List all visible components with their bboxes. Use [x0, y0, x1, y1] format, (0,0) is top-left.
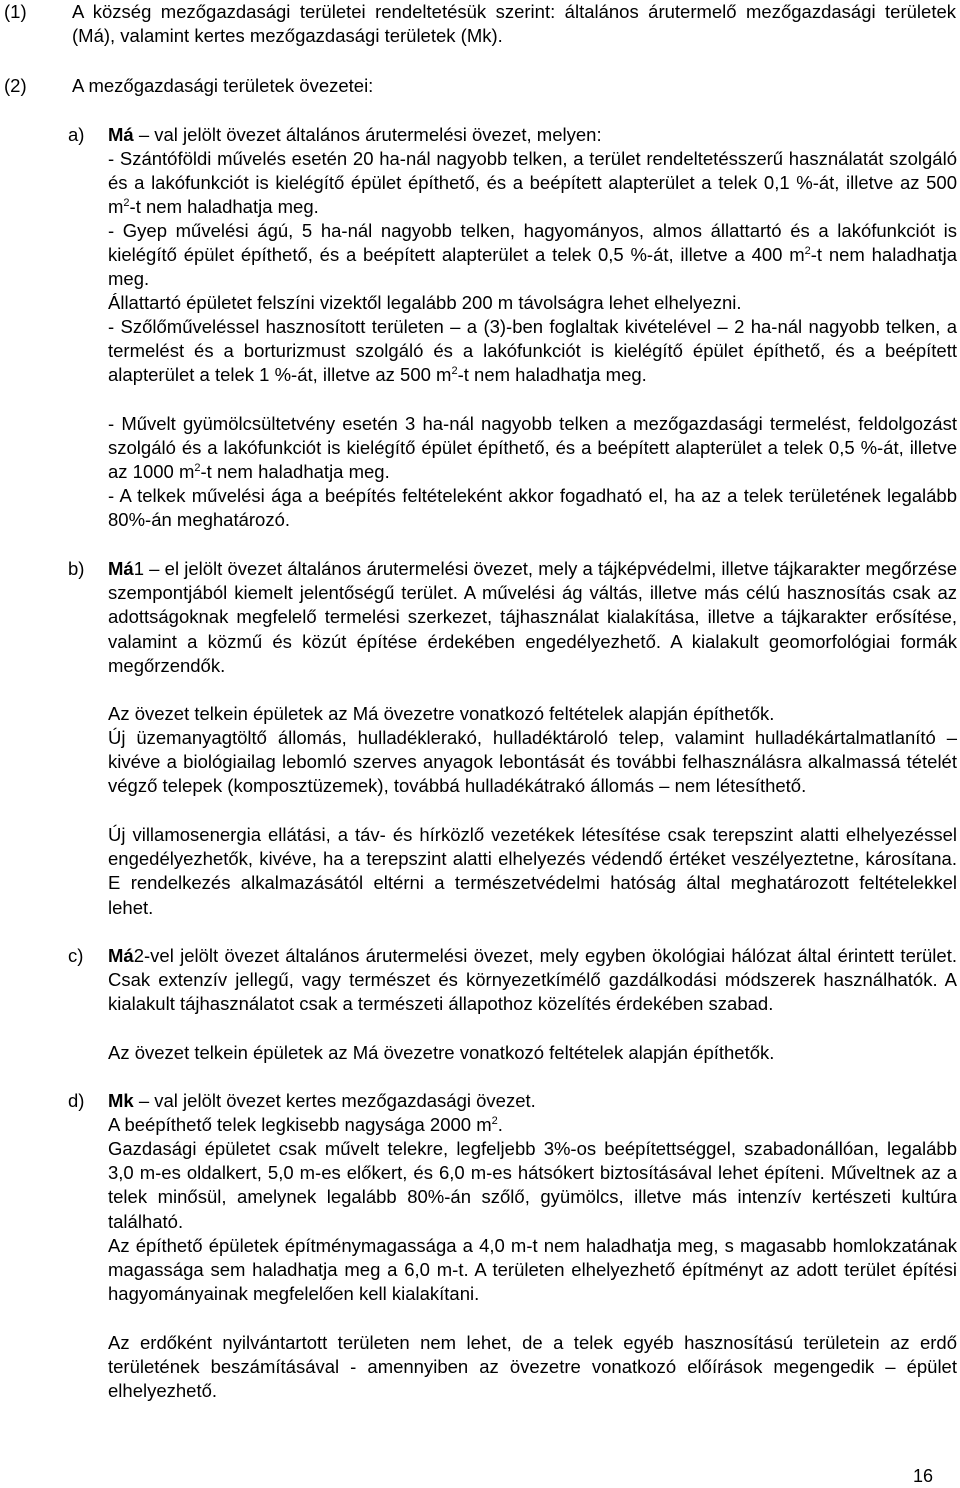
rule-text: - Szántóföldi művelés esetén 20 ha-nál nagyobb telken, a terület rendeltetésszerű használatát szolgáló és a lakófunkciót is kielégítő épület építhető, és a beépített alapterület a telek 0,1 %-át, illetve az 500 m	[108, 148, 957, 218]
paragraph-number: (2)	[4, 75, 27, 96]
paragraph-text: A község mezőgazdasági területei rendeltetésük szerint: általános árutermelő mezőgazdasági területek (Má), valamint kertes mezőgazdasági területek (Mk).	[72, 1, 956, 47]
section-label: c)	[68, 945, 84, 966]
section-d-farm-building-rule: Gazdasági épületet csak művelt telekre, legfeljebb 3%-os beépítettséggel, szabadonállóan, legalább 3,0 m-es oldalkert, 5,0 m-es előkert, és 6,0 m-es hátsókert biztosításával lehet építeni. Műveltnek az a telek minősül, amelynek legalább 80%-án szőlő, gyümölcs, illetve más intenzív kertészeti kultúra található.	[108, 1138, 957, 1232]
superscript: 2	[194, 462, 201, 475]
rule-text-end: -t nem haladhatja meg.	[129, 196, 319, 218]
section-intro-text: 2-vel jelölt övezet általános árutermelési övezet, mely egyben ökológiai hálózat által érintett terület. Csak extenzív jellegű, vagy természet és környezetkímélő gazdálkodási módszerek használhatók. A kialakult tájhasználatot csak a természeti állapothoz közelítés érdekében szabad.	[108, 945, 957, 1015]
section-d-min-lot	[108, 1113, 957, 1137]
rule-grassland	[108, 219, 957, 292]
superscript: 2	[451, 365, 458, 378]
rule-cultivation-branch: - A telkek művelési ága a beépítés feltételeként akkor fogadható el, ha az a telek területének legalább 80%-án meghatározó.	[108, 485, 957, 531]
section-c-buildings: Az övezet telkein épületek az Má övezetre vonatkozó feltételek alapján építhetők.	[108, 1042, 775, 1063]
section-label: b)	[68, 558, 85, 579]
rule-text-end: .	[497, 1114, 503, 1135]
rule-text: - Szőlőműveléssel hasznosított területen – a (3)-ben foglaltak kivételével – 2 ha-nál nagyobb telken, a termelést és a borturizmust szolgáló és a lakófunkciót is kielégítő épület építhető, és a beépített alapterület a telek 1 %-át, illetve az 500 m	[108, 316, 957, 386]
zone-code: Má	[108, 945, 134, 966]
section-c-intro	[108, 944, 957, 1017]
rule-livestock-note: Állattartó épületet felszíni vizektől legalább 200 m távolságra lehet elhelyezni.	[108, 292, 742, 313]
rule-text: - Művelt gyümölcsültetvény esetén 3 ha-nál nagyobb telken a mezőgazdasági termelést, feldolgozást szolgáló és a lakófunkciót is kielégítő épület építhető, és a beépített alapterület a telek 0,5 %-át, illetve az 1000 m	[108, 413, 957, 483]
rule-text-end: -t nem haladhatja meg.	[200, 461, 390, 483]
zone-code: Má	[108, 124, 134, 145]
rule-text: - Gyep művelési ágú, 5 ha-nál nagyobb telken, hagyományos, almos állattartó és a lakófunkciót is kielégítő épület építhető, és a beépített alapterület a telek 0,5 %-át, illetve a 400 m	[108, 220, 957, 266]
page-number: 16	[913, 1466, 934, 1486]
superscript: 2	[804, 245, 811, 258]
section-b-intro	[108, 557, 957, 678]
paragraph-1	[4, 0, 956, 50]
rule-text: A beépíthető telek legkisebb nagysága 2000 m	[108, 1114, 492, 1135]
section-d-forest-rule: Az erdőként nyilvántartott területen nem lehet, de a telek egyéb hasznosítású területein az erdő területének beszámításával - amennyiben az övezetre vonatkozó előírások megengedik – épület elhelyezhető.	[108, 1332, 957, 1402]
paragraph-text: A mezőgazdasági területek övezetei:	[72, 75, 374, 96]
paragraph-2	[4, 74, 956, 100]
section-d-intro	[108, 1089, 957, 1113]
section-a-intro	[108, 123, 957, 147]
section-intro-text: – val jelölt övezet általános árutermelési övezet, melyen:	[133, 124, 602, 145]
rule-text-end: -t nem haladhatja meg.	[108, 244, 958, 290]
zone-code: Má	[108, 558, 134, 579]
superscript: 2	[123, 197, 130, 210]
section-label: a)	[68, 124, 85, 145]
section-b-buildings: Az övezet telkein épületek az Má övezetre vonatkozó feltételek alapján építhetők.	[108, 703, 775, 724]
section-b-waste-rule: Új üzemanyagtöltő állomás, hulladéklerakó, hulladéktároló telep, valamint hulladékártalmatlanító – kivéve a biológiailag lebomló szerves anyagok lebontását és további felhasználásra alkalmassá tételét végző telepek (komposztüzemek), továbbá hulladékátrakó állomás – nem létesíthető.	[108, 727, 957, 797]
section-intro-text: – val jelölt övezet kertes mezőgazdasági övezet.	[133, 1090, 536, 1111]
section-label: d)	[68, 1090, 85, 1111]
rule-vineyard	[108, 315, 957, 388]
rule-text-end: -t nem haladhatja meg.	[457, 364, 647, 386]
superscript: 2	[491, 1115, 498, 1127]
zone-code: Mk	[108, 1090, 134, 1111]
rule-arable-land	[108, 147, 957, 220]
section-b-utilities-rule: Új villamosenergia ellátási, a táv- és hírközlő vezetékek létesítése csak terepszint alatti elhelyezéssel engedélyezhetők, kivéve, ha a terepszint alatti elhelyezés védendő értéket veszélyeztetne, károsítana. E rendelkezés alkalmazásától eltérni a természetvédelmi hatóság által meghatározott feltételekkel lehet.	[108, 824, 957, 918]
section-d-height-rule: Az építhető épületek építménymagassága a 4,0 m-t nem haladhatja meg, s magasabb homlokzatának magassága sem haladhatja meg a 6,0 m-t. A területen elhelyezhető építményt az adott terület építési hagyományainak megfelelően kell kialakítani.	[108, 1235, 957, 1305]
section-intro-text: 1 – el jelölt övezet általános árutermelési övezet, mely a tájképvédelmi, illetve tájkarakter megőrzése szempontjából kiemelt jelentőségű terület. A művelési ág váltás, illetve más célú hasznosítás csak az adottságoknak megfelelő termelési szerkezet, tájhasználat kialakítása, illetve a tájkarakter erősítése, valamint a közmű és közút építése érdekében engedélyezhető. A kialakult geomorfológiai formák megőrzendők.	[108, 558, 957, 676]
paragraph-number: (1)	[4, 1, 27, 22]
rule-orchard	[108, 412, 957, 485]
